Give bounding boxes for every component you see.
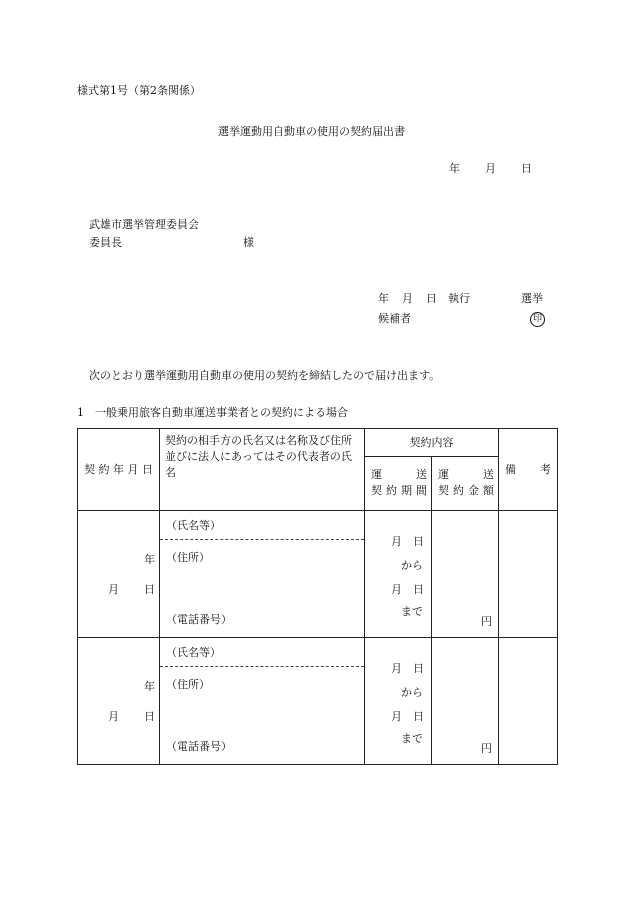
seal-mark: 印 — [530, 312, 545, 327]
table-row — [78, 638, 558, 765]
table-row — [78, 511, 558, 638]
section-title: 一般乗用旅客自動車運送事業者との契約による場合 — [95, 406, 348, 419]
date-day-label: 日 — [521, 162, 532, 175]
row-contract-date: 年 月 日 — [78, 638, 160, 765]
header-remarks: 備 考 — [499, 429, 558, 511]
election-day-label: 日 — [426, 292, 437, 305]
form-number: 様式第1号（第2条関係） — [77, 84, 201, 97]
row-transport-period: 月 日 から 月 日 まで — [365, 511, 432, 638]
header-contract-date: 契約年月日 — [78, 429, 160, 511]
addressee-honorific: 様 — [243, 236, 254, 249]
intro-text: 次のとおり選挙運動用自動車の使用の契約を締結したので届け出ます。 — [89, 369, 441, 382]
name-divider — [160, 539, 364, 540]
candidate-label: 候補者 — [378, 312, 411, 325]
election-label: 選挙 — [521, 292, 543, 305]
name-divider — [160, 666, 364, 667]
row-transport-period: 月 日 から 月 日 まで — [365, 638, 432, 765]
header-transport-amount: 運送 契約金額 — [432, 457, 499, 511]
section-number: 1 — [77, 406, 84, 419]
row-remarks — [499, 638, 558, 765]
seal-icon — [530, 311, 545, 327]
addressee-org: 武雄市選挙管理委員会 — [89, 218, 199, 231]
date-year-label: 年 — [449, 162, 460, 175]
addressee-chair: 委員長 — [89, 236, 122, 249]
row-contract-date: 年 月 日 — [78, 511, 160, 638]
header-contract-party: 契約の相手方の氏名又は名称及び住所並びに法人にあってはその代表者の氏名 — [160, 429, 365, 511]
header-contract-contents: 契約内容 — [365, 429, 499, 457]
header-transport-period: 運送 契約期間 — [365, 457, 432, 511]
row-transport-amount: 円 — [432, 511, 499, 638]
election-year-label: 年 — [378, 292, 389, 305]
row-remarks — [499, 511, 558, 638]
row-transport-amount: 円 — [432, 638, 499, 765]
row-contract-party: （氏名等） （住所） （電話番号） — [160, 638, 365, 765]
document-title: 選挙運動用自動車の使用の契約届出書 — [218, 125, 405, 138]
election-executed-label: 執行 — [448, 292, 470, 305]
election-month-label: 月 — [402, 292, 413, 305]
contract-table — [77, 428, 558, 765]
date-month-label: 月 — [485, 162, 496, 175]
row-contract-party: （氏名等） （住所） （電話番号） — [160, 511, 365, 638]
